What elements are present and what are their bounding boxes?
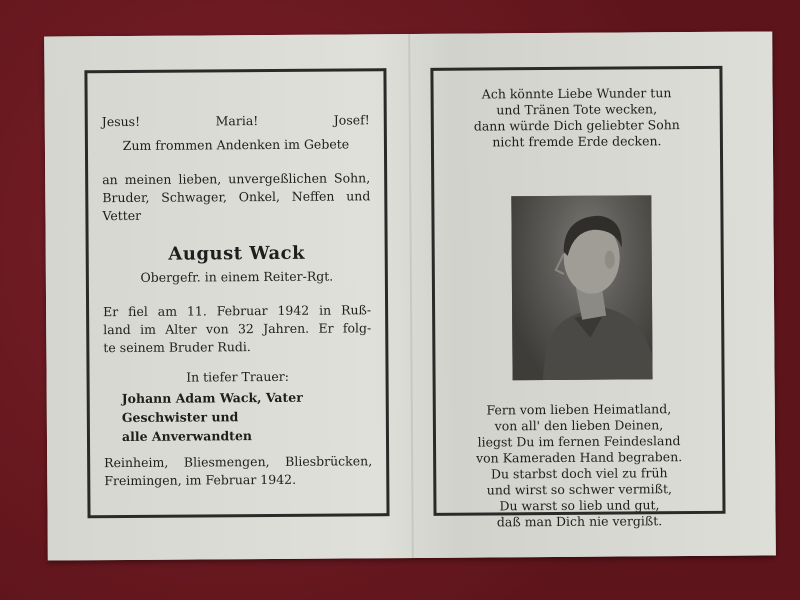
verse-line: Fern vom lieben Heimatland,: [486, 401, 672, 418]
verse-line: und wirst so schwer vermißt,: [486, 481, 673, 498]
portrait-silhouette-icon: [511, 195, 652, 380]
place-line: Reinheim, Bliesmengen, Bliesbrücken,: [104, 453, 373, 471]
deceased-name: August Wack: [168, 242, 306, 265]
place-line: Freimingen, im Februar 1942.: [104, 471, 297, 489]
right-panel: [430, 66, 725, 530]
mourner-line: Johann Adam Wack, Vater: [121, 389, 303, 407]
mourning-heading: In tiefer Trauer:: [186, 368, 289, 385]
verse-line: dann würde Dich geliebter Sohn: [473, 117, 680, 134]
death-line: land im Alter von 32 Jahren. Er folg-: [103, 320, 372, 338]
dedication-line: Vetter: [102, 207, 142, 224]
invocation-jesus: Jesus!: [101, 113, 141, 130]
verse-line: von Kameraden Hand begraben.: [476, 449, 683, 466]
death-line: te seinem Bruder Rudi.: [103, 339, 251, 356]
place-date: [104, 452, 372, 490]
deceased-rank: Obergefr. in einem Reiter-Rgt.: [140, 268, 334, 285]
opening-line: Zum frommen Andenken im Gebete: [122, 136, 350, 154]
verse-line: Ach könnte Liebe Wunder tun: [481, 85, 672, 102]
verse-line: daß man Dich nie vergißt.: [496, 513, 663, 530]
verse-line: von all' den lieben Deinen,: [494, 417, 664, 434]
death-line: Er fiel am 11. Februar 1942 in Ruß-: [103, 302, 372, 320]
mourners: [104, 387, 372, 446]
invocation: [102, 111, 370, 131]
mourner-line: Geschwister und: [121, 409, 239, 426]
mourner-line: alle Anverwandten: [121, 428, 253, 445]
verse-line: Du starbst doch viel zu früh: [490, 465, 668, 482]
memorial-card: [44, 31, 776, 560]
soldier-portrait-photo: [511, 195, 652, 380]
dedication-line: Bruder, Schwager, Onkel, Neffen und: [102, 188, 371, 206]
card-fold: [408, 34, 414, 558]
invocation-maria: Maria!: [215, 113, 259, 129]
verse-line: Du warst so lieb und gut,: [499, 497, 660, 514]
verse-line: liegst Du im fernen Feindesland: [477, 433, 681, 450]
verse-top: [448, 85, 706, 151]
verse-line: nicht fremde Erde decken.: [492, 133, 662, 150]
invocation-josef: Josef!: [333, 112, 370, 128]
dedication: [102, 169, 370, 225]
dedication-line: an meinen lieben, unvergeßlichen Sohn,: [102, 170, 371, 188]
verse-line: und Tränen Tote wecken,: [496, 101, 658, 118]
left-panel: [84, 68, 389, 518]
verse-bottom: [436, 401, 723, 531]
death-notice: [103, 301, 371, 357]
